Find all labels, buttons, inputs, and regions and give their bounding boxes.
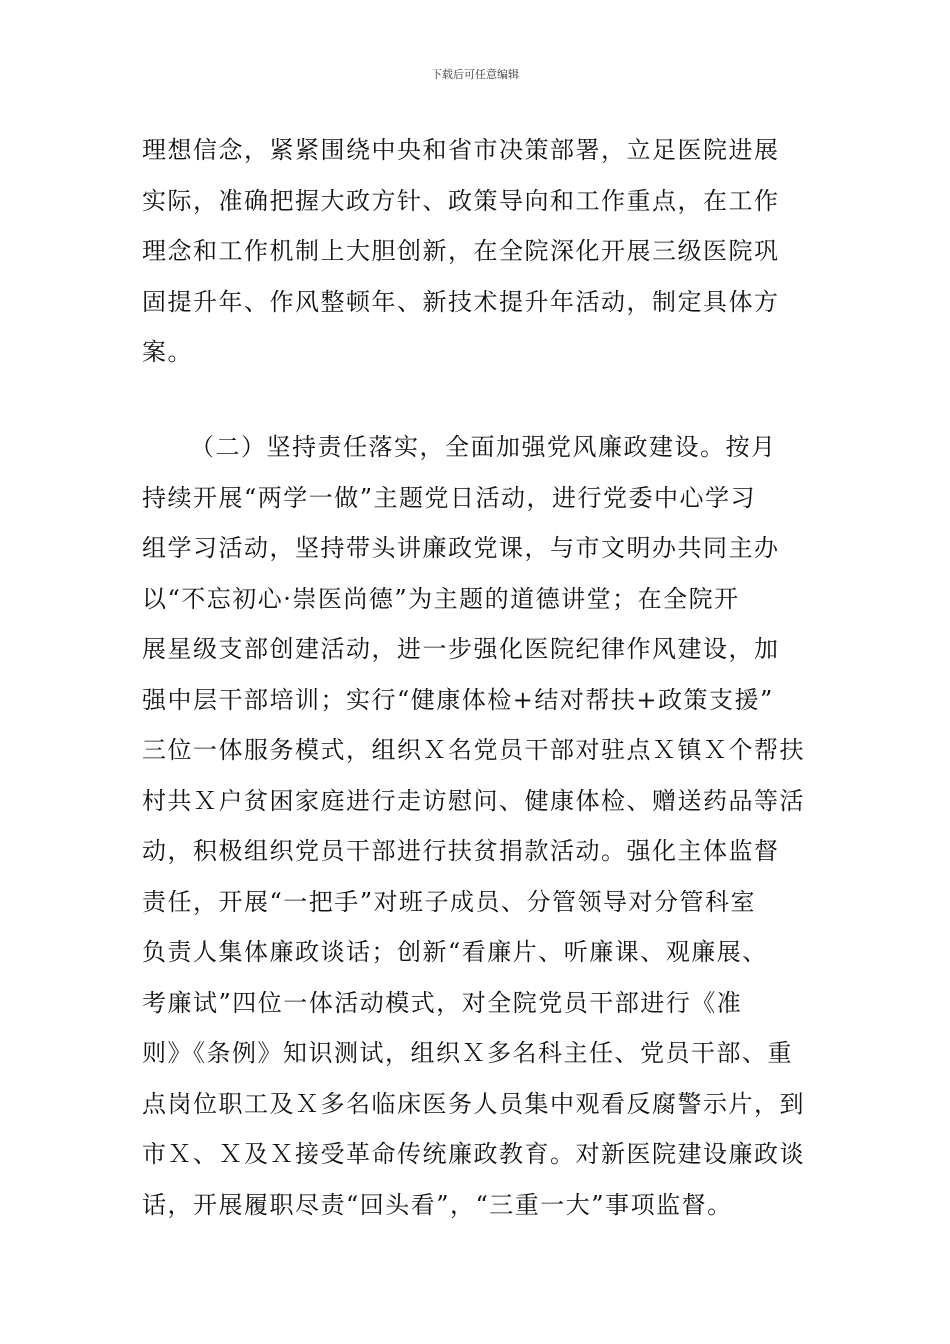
paragraph-line: 实际，准确把握大政方针、政策导向和工作重点，在工作 [142, 186, 780, 215]
paragraph-line: 负责人集体廉政谈话；创新“看廉片、听廉课、观廉展、 [142, 938, 768, 966]
paragraph-1 [142, 125, 808, 378]
paragraph-line: 村共Ｘ户贫困家庭进行走访慰问、健康体检、赠送药品等活 [142, 786, 805, 815]
paragraph-line: 责任，开展“一把手”对班子成员、分管领导对分管科室 [142, 887, 757, 916]
paragraph-line: 案。 [142, 338, 193, 366]
paragraph-line: 考廉试”四位一体活动模式，对全院党员干部进行《准 [142, 988, 743, 1017]
paragraph-line: （二）坚持责任落实，全面加强党风廉政建设。按月 [190, 433, 777, 461]
paragraph-line: 动，积极组织党员干部进行扶贫捐款活动。强化主体监督 [142, 837, 780, 865]
paragraph-line: 点岗位职工及Ｘ多名临床医务人员集中观看反腐警示片，到 [142, 1089, 805, 1118]
paragraph-line: 话，开展履职尽责“回头看”，“三重一大”事项监督。 [142, 1190, 733, 1219]
paragraph-line: 则》《条例》知识测试，组织Ｘ多名科主任、党员干部、重 [142, 1039, 793, 1067]
paragraph-line: 组学习活动，坚持带头讲廉政党课，与市文明办共同主办 [142, 534, 780, 562]
paragraph-line: 理念和工作机制上大胆创新，在全院深化开展三级医院巩 [142, 237, 780, 265]
paragraph-line: 理想信念，紧紧围绕中央和省市决策部署，立足医院进展 [142, 136, 780, 164]
paragraph-line: 三位一体服务模式，组织Ｘ名党员干部对驻点Ｘ镇Ｘ个帮扶 [142, 736, 805, 764]
page-header: 下载后可任意编辑 [431, 68, 519, 81]
paragraph-line: 市Ｘ、Ｘ及Ｘ接受革命传统廉政教育。对新医院建设廉政谈 [142, 1140, 805, 1168]
paragraph-2 [142, 422, 808, 1230]
paragraph-line: 强中层干部培训；实行“健康体检+结对帮扶+政策支援” [142, 685, 774, 714]
paragraph-line: 持续开展“两学一做”主题党日活动，进行党委中心学习 [142, 483, 757, 512]
paragraph-line: 以“不忘初心·崇医尚德”为主题的道德讲堂；在全院开 [142, 584, 740, 613]
paragraph-line: 固提升年、作风整顿年、新技术提升年活动，制定具体方 [142, 287, 780, 316]
paragraph-line: 展星级支部创建活动，进一步强化医院纪律作风建设，加 [142, 635, 780, 663]
